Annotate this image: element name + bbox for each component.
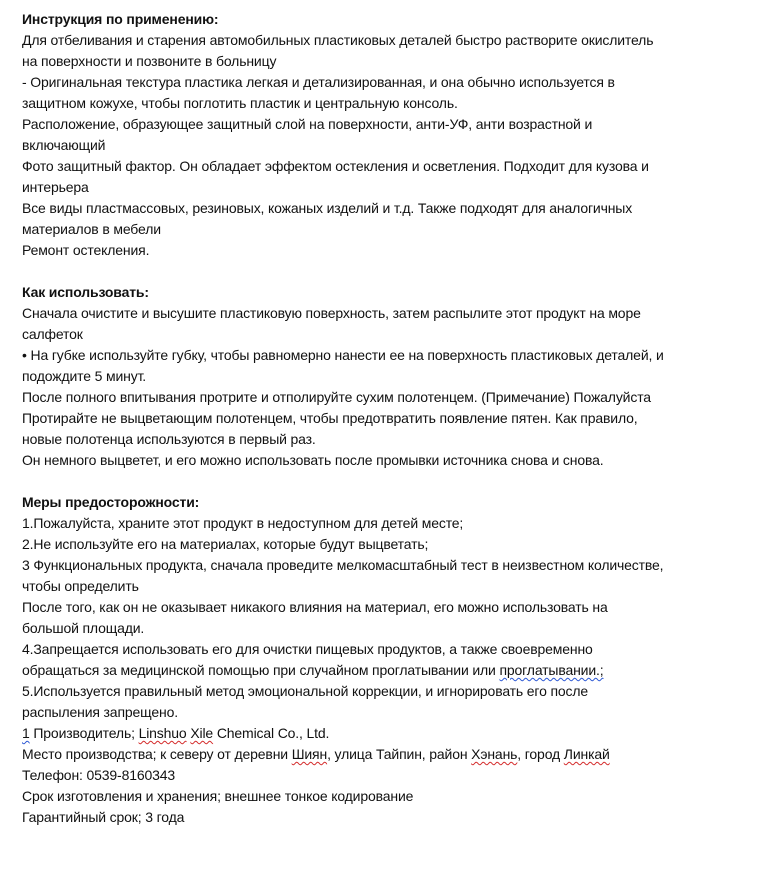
paragraph-line: 2.Не используйте его на материалах, которые будут выцветать;: [22, 536, 429, 552]
production-date-line: Срок изготовления и хранения; внешнее тонкое кодирование: [22, 788, 414, 804]
misspelled-word[interactable]: Xile: [190, 725, 214, 741]
blank-line: [22, 471, 742, 492]
paragraph-line: распыления запрещено.: [22, 704, 178, 720]
paragraph-line: защитном кожухе, чтобы поглотить пластик и центральную консоль.: [22, 95, 458, 111]
grammar-flagged-number[interactable]: 1: [22, 725, 30, 741]
paragraph-line: Все виды пластмассовых, резиновых, кожаных изделий и т.д. Также подходят для аналогичных: [22, 200, 633, 216]
paragraph-line: салфеток: [22, 326, 83, 342]
misspelled-word[interactable]: Линкай: [563, 746, 610, 762]
phone-line: Телефон: 0539-8160343: [22, 767, 176, 783]
section-heading-how-to-use: Как использовать:: [22, 284, 149, 300]
paragraph-line: включающий: [22, 137, 106, 153]
warranty-line: Гарантийный срок; 3 года: [22, 809, 185, 825]
paragraph-line: Ремонт остекления.: [22, 242, 150, 258]
paragraph-line: 3 Функциональных продукта, сначала проведите мелкомасштабный тест в неизвестном количестве,: [22, 557, 664, 573]
section-heading-precautions: Меры предосторожности:: [22, 494, 200, 510]
misspelled-word[interactable]: Linshuo: [138, 725, 187, 741]
section-heading-instructions: Инструкция по применению:: [22, 11, 219, 27]
paragraph-line: интерьера: [22, 179, 89, 195]
paragraph-line: подождите 5 минут.: [22, 368, 147, 384]
paragraph-line: Фото защитный фактор. Он обладает эффектом остекления и осветления. Подходит для кузова и: [22, 158, 649, 174]
misspelled-word[interactable]: Шиян: [291, 746, 328, 762]
paragraph-line: После того, как он не оказывает никакого влияния на материал, его можно использовать на: [22, 599, 608, 615]
paragraph-line: Протирайте не выцветающим полотенцем, чтобы предотвратить появление пятен. Как правило,: [22, 410, 638, 426]
paragraph-line: Расположение, образующее защитный слой на поверхности, анти-УФ, анти возрастной и: [22, 116, 593, 132]
paragraph-line: Для отбеливания и старения автомобильных пластиковых деталей быстро растворите окислитель: [22, 32, 654, 48]
text-span: Место производства; к северу от деревни: [22, 746, 292, 762]
paragraph-line: После полного впитывания протрите и отполируйте сухим полотенцем. (Примечание) Пожалуйста: [22, 389, 651, 405]
manufacturer-line: [22, 723, 742, 744]
document-body: [22, 9, 742, 828]
paragraph-line: новые полотенца используются в первый раз.: [22, 431, 316, 447]
paragraph-line: чтобы определить: [22, 578, 139, 594]
paragraph-line: на поверхности и позвоните в больницу: [22, 53, 277, 69]
text-span: Chemical Co., Ltd.: [213, 725, 330, 741]
text-span: , город: [517, 746, 564, 762]
blank-line: [22, 261, 742, 282]
paragraph-line: • На губке используйте губку, чтобы равномерно нанести ее на поверхность пластиковых деталей, и: [22, 347, 664, 363]
place-of-production-line: [22, 744, 742, 765]
paragraph-line: Сначала очистите и высушите пластиковую поверхность, затем распылите этот продукт на море: [22, 305, 641, 321]
paragraph-line: материалов в мебели: [22, 221, 161, 237]
paragraph-line: большой площади.: [22, 620, 145, 636]
paragraph-line: 5.Используется правильный метод эмоциональной коррекции, и игнорировать его после: [22, 683, 589, 699]
text-span: Производитель;: [29, 725, 139, 741]
text-span: , улица Тайпин, район: [327, 746, 472, 762]
paragraph-line: - Оригинальная текстура пластика легкая и детализированная, и она обычно используется в: [22, 74, 615, 90]
paragraph-line: 1.Пожалуйста, храните этот продукт в недоступном для детей месте;: [22, 515, 464, 531]
grammar-flagged-word[interactable]: проглатывании.;: [499, 662, 604, 678]
misspelled-word[interactable]: Хэнань: [471, 746, 518, 762]
paragraph-line: [22, 660, 742, 681]
paragraph-line: Он немного выцветет, и его можно использовать после промывки источника снова и снова.: [22, 452, 604, 468]
paragraph-line: 4.Запрещается использовать его для очистки пищевых продуктов, а также своевременно: [22, 641, 593, 657]
text-span: обращаться за медицинской помощью при случайном проглатывании или: [22, 662, 500, 678]
